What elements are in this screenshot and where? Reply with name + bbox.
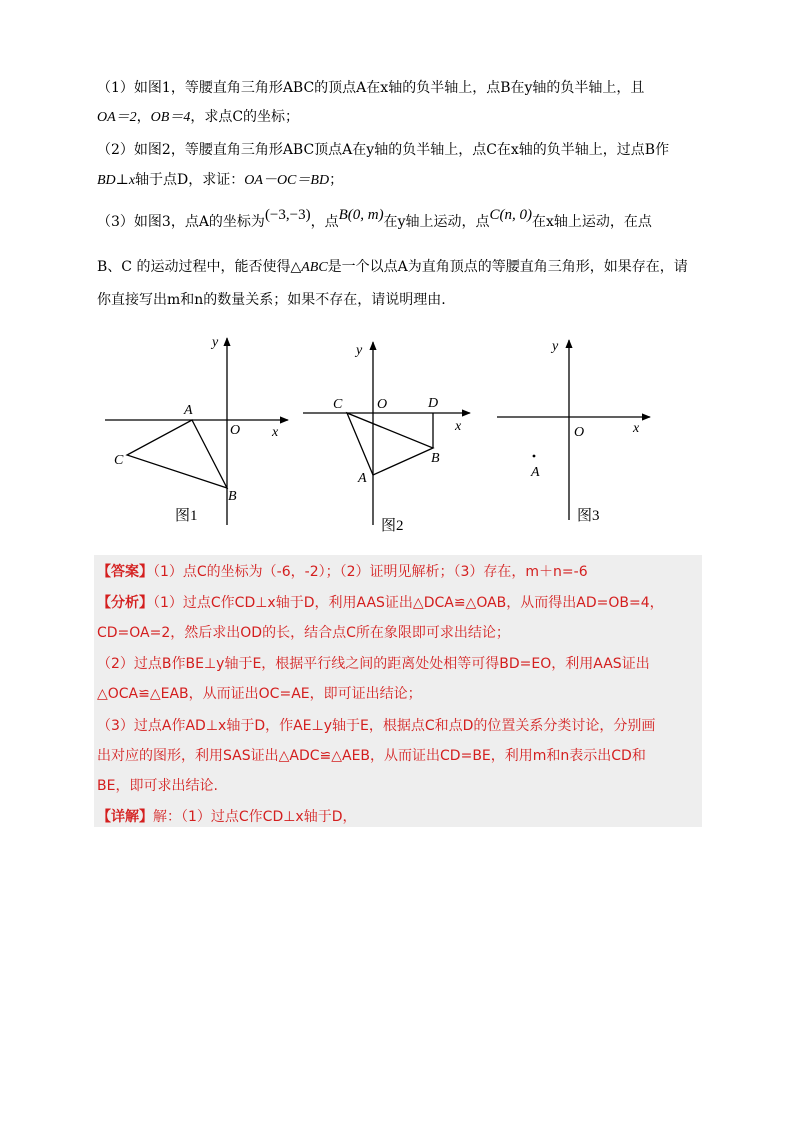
analysis-line-3: （2）过点B作BE⊥y轴于E，根据平行线之间的距离处处相等可得BD=EO，利用AAS证出 [97, 656, 650, 672]
answer-line [97, 562, 588, 582]
problem-text: B、C 的运动过程中，能否使得 [97, 259, 291, 275]
fig1-y-label: y [212, 335, 219, 350]
problem-line-3: （2）如图2，等腰直角三角形ABC顶点A在y轴的负半轴上，点C在x轴的负半轴上，过点B作 [97, 142, 670, 158]
fig2-o-label: O [377, 397, 388, 412]
fig2-b-label: B [431, 451, 440, 466]
analysis-text: （1）过点C作CD⊥x轴于D，利用AAS证出△DCA≌△OAB，从而得出AD=OB=4， [153, 595, 664, 611]
fig3-a-label: A [531, 465, 540, 480]
problem-text: ，点 [310, 214, 339, 230]
analysis-line-6: 出对应的图形，利用SAS证出△ADC≌△AEB，从而证出CD=BE，利用m和n表示出CD和 [97, 748, 646, 764]
problem-text: 是一个以点A为直角顶点的等腰直角三角形，如果存在，请 [327, 259, 688, 275]
problem-line-4 [97, 170, 343, 191]
fig1-c-label: C [114, 453, 124, 468]
problem-line-2 [97, 107, 299, 128]
problem-text: 在y轴上运动，点 [383, 214, 490, 230]
fig3-x-label: x [633, 421, 640, 436]
answer-text: （1）点C的坐标为（-6，-2）；（2）证明见解析；（3）存在，m＋n=-6 [153, 564, 588, 580]
oa-equation: OA＝2 [97, 110, 137, 125]
fig2-x-label: x [455, 419, 462, 434]
detail-text: 解：（1）过点C作CD⊥x轴于D， [153, 809, 357, 825]
fig2-y-label: y [356, 343, 363, 358]
fig2-d-label: D [428, 396, 439, 411]
fig2-c-label: C [333, 397, 343, 412]
triangle-abc: △ABC [290, 260, 328, 275]
fig2-a-label: A [358, 471, 367, 486]
point-c-coord: C(n, 0) [489, 207, 533, 223]
point-b-coord: B(0, m) [338, 207, 384, 223]
bd-perp-x: BD⊥x [97, 173, 136, 188]
answer-tag: 【答案】 [97, 564, 153, 580]
problem-line-5 [97, 207, 652, 232]
problem-text: （3）如图3，点A的坐标为 [97, 214, 265, 230]
fig3-y-label: y [552, 339, 559, 354]
figure-3 [497, 339, 650, 524]
fig1-a-label: A [184, 403, 193, 418]
figure-2 [303, 342, 470, 534]
fig3-o-label: O [574, 425, 585, 440]
analysis-line-1 [97, 593, 664, 613]
fig2-triangle [347, 413, 433, 475]
fig1-x-label: x [272, 425, 279, 440]
problem-text: 轴于点D，求证： [135, 172, 245, 188]
problem-text: ，求点C的坐标； [190, 109, 300, 125]
ob-equation: OB＝4 [150, 110, 191, 125]
fig1-o-label: O [230, 423, 241, 438]
figure-1 [105, 335, 288, 525]
fig1-triangle [127, 420, 227, 488]
problem-text: 在x轴上运动，在点 [532, 214, 652, 230]
problem-text: ； [329, 172, 344, 188]
problem-line-6 [97, 257, 688, 278]
detail-line [97, 807, 357, 827]
proof-equation: OA－OC＝BD [244, 173, 330, 188]
fig3-caption: 图3 [577, 508, 600, 524]
fig1-caption: 图1 [175, 508, 198, 524]
analysis-line-4: △OCA≌△EAB，从而证出OC=AE，即可证出结论； [97, 686, 422, 702]
figures [100, 330, 700, 540]
fig3-point-a [533, 455, 536, 458]
analysis-line-7: BE，即可求出结论. [97, 778, 218, 794]
fig1-b-label: B [228, 489, 237, 504]
problem-line-7: 你直接写出m和n的数量关系；如果不存在，请说明理由. [97, 292, 446, 308]
analysis-line-5: （3）过点A作AD⊥x轴于D，作AE⊥y轴于E，根据点C和点D的位置关系分类讨论，分别画 [97, 718, 656, 734]
comma: ， [136, 109, 151, 125]
fig2-caption: 图2 [381, 518, 404, 534]
detail-tag: 【详解】 [97, 809, 153, 825]
analysis-line-2: CD=OA=2，然后求出OD的长，结合点C所在象限即可求出结论； [97, 625, 510, 641]
problem-line-1: （1）如图1，等腰直角三角形ABC的顶点A在x轴的负半轴上，点B在y轴的负半轴上，且 [97, 80, 645, 96]
analysis-tag: 【分析】 [97, 595, 153, 611]
point-a-coord: (−3,−3) [264, 207, 311, 223]
